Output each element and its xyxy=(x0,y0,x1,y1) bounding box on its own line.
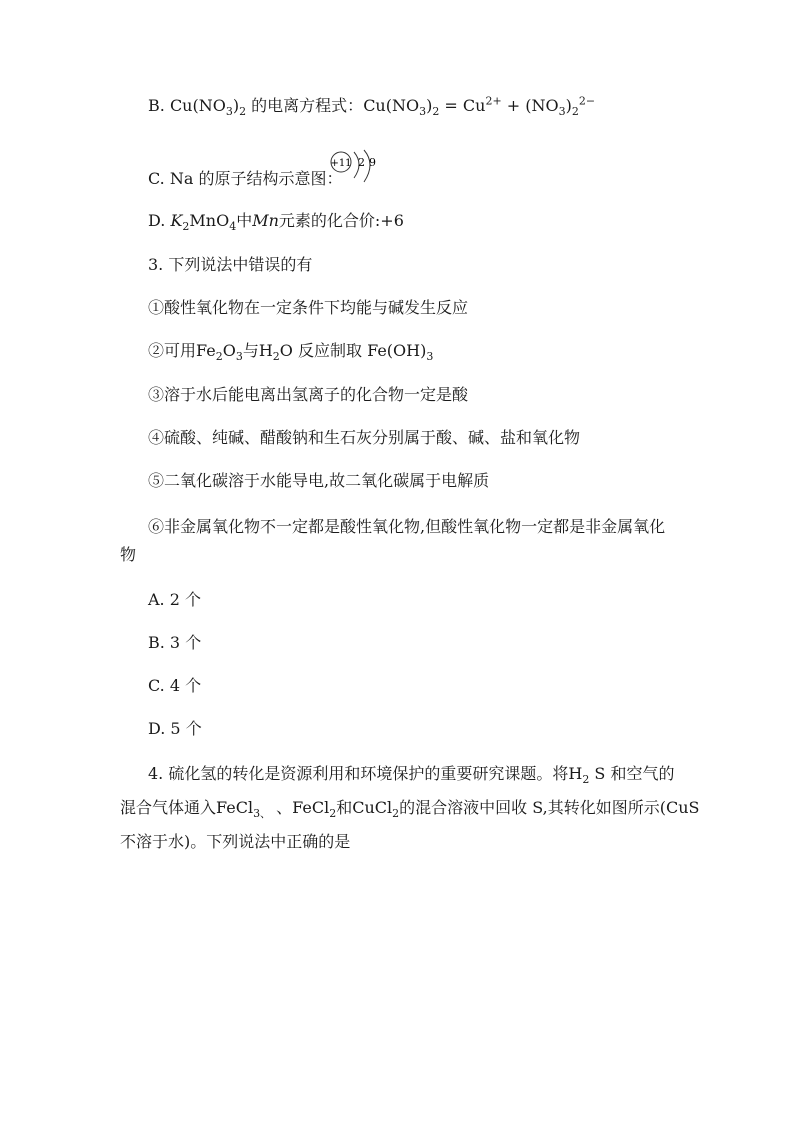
answer-option-a[interactable]: A. 2 个 xyxy=(148,590,201,609)
answer-option-d[interactable]: D. 5 个 xyxy=(148,719,202,738)
option-b: B. $Cu(NO_3)_2$ 的电离方程式：$Cu(NO_3)_2 = Cu^{2+} + (NO_3)_2^{2-}$ xyxy=(148,94,596,119)
question-4-line-2: 混合气体通入FeCl$_{3、}$ 、FeCl$_2$和CuCl$_2$的混合溶液中回收 S,其转化如图所示(CuS xyxy=(120,798,700,821)
statement-2: ②可用$Fe_2O_3$与$H_2O$ 反应制取 $Fe(OH)_3$ xyxy=(148,341,434,364)
question-3-title: 3. 下列说法中错误的有 xyxy=(148,255,313,274)
svg-text:2: 2 xyxy=(358,156,365,169)
question-4-line-3: 不溶于水)。下列说法中正确的是 xyxy=(120,832,351,851)
statement-5: ⑤二氧化碳溶于水能导电,故二氧化碳属于电解质 xyxy=(148,471,490,490)
svg-text:9: 9 xyxy=(369,156,376,169)
option-c: C. Na 的原子结构示意图： xyxy=(148,169,343,188)
option-d: D. $K_2MnO_4$中Mn元素的化合价:+6 xyxy=(148,211,404,234)
statement-6: ⑥非金属氧化物不一定都是酸性氧化物,但酸性氧化物一定都是非金属氧化 xyxy=(148,517,666,536)
answer-option-c[interactable]: C. 4 个 xyxy=(148,676,202,695)
statement-1: ①酸性氧化物在一定条件下均能与碱发生反应 xyxy=(148,298,469,317)
question-4-line-1: 4. 硫化氢的转化是资源利用和环境保护的重要研究课题。将$H_2$ S 和空气的 xyxy=(148,764,675,787)
answer-option-b[interactable]: B. 3 个 xyxy=(148,633,202,652)
svg-text:+11: +11 xyxy=(330,158,352,169)
statement-6-continued: 物 xyxy=(120,545,137,564)
statement-4: ④硫酸、纯碱、醋酸钠和生石灰分别属于酸、碱、盐和氧化物 xyxy=(148,428,581,447)
statement-3: ③溶于水后能电离出氢离子的化合物一定是酸 xyxy=(148,385,469,404)
